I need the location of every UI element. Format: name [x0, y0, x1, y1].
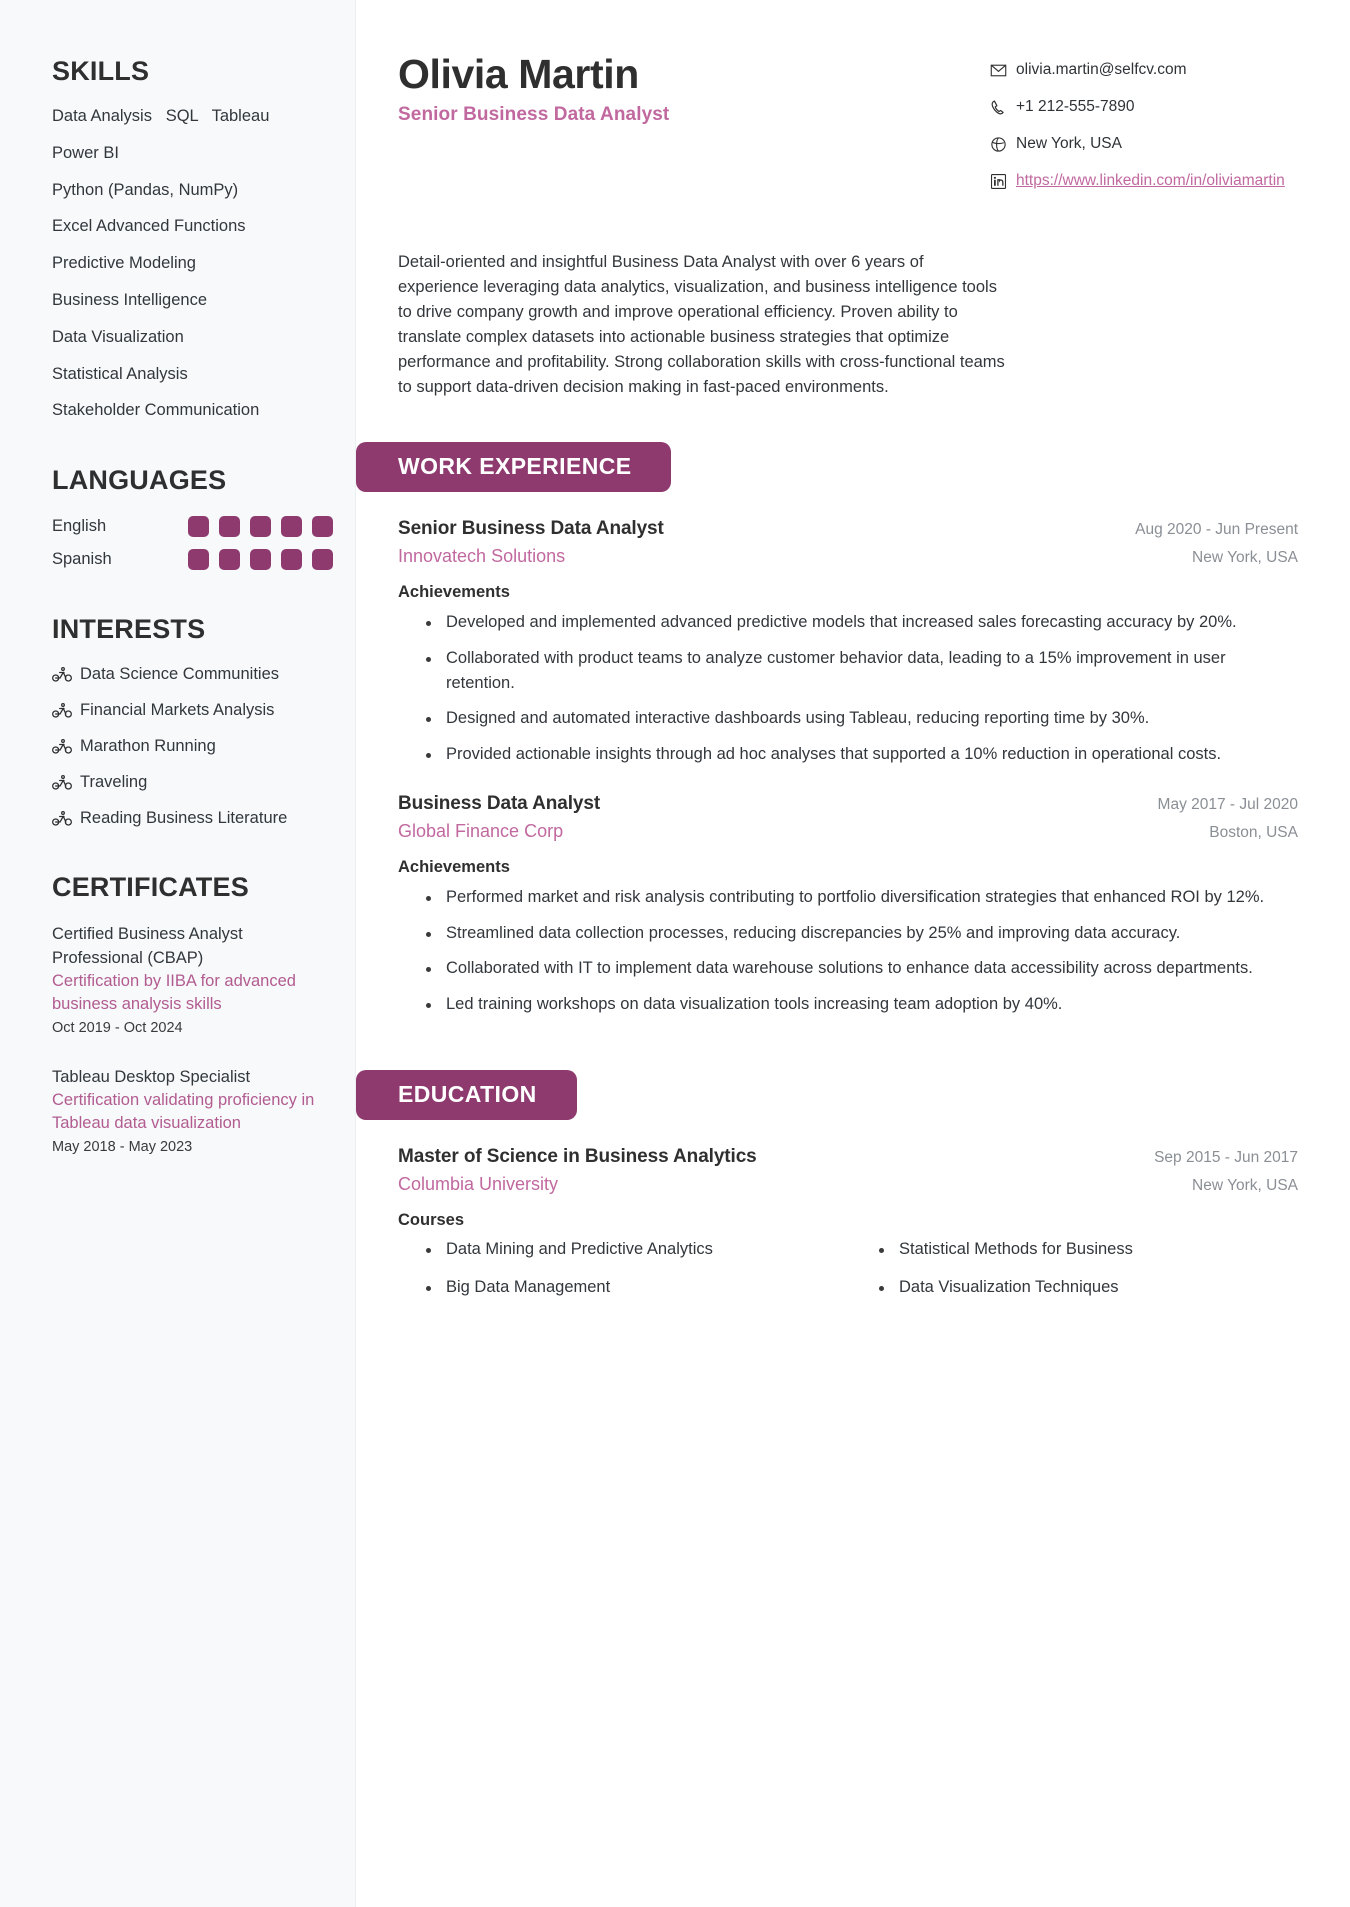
contact-text: +1 212-555-7890	[1016, 97, 1135, 115]
bicycle-icon	[52, 703, 72, 718]
skill-item: Data Visualization	[52, 327, 184, 346]
interest-label: Data Science Communities	[80, 665, 279, 684]
language-level-dot	[250, 549, 271, 570]
resume-header	[356, 52, 1298, 208]
skills-heading: SKILLS	[52, 56, 150, 86]
language-level-dot	[219, 516, 240, 537]
work-experience-heading: WORK EXPERIENCE	[356, 442, 671, 492]
work-company-name: Innovatech Solutions	[398, 546, 566, 567]
work-entry-identity	[398, 793, 600, 842]
interest-item	[52, 773, 333, 792]
profile-summary: Detail-oriented and insightful Business Data Analyst with over 6 years of experience leveraging data analytics, visualization, and business intelligence tools to drive company growth and improve operational efficiency. Proven ability to translate complex datasets into actionable business strategies that optimize performance and profitability. Strong collaboration skills with cross-functional teams to support data-driven decision making in fast-paced environments.	[398, 252, 1005, 397]
interest-item	[52, 701, 333, 720]
work-location: Boston, USA	[1209, 823, 1298, 841]
language-level-dot	[188, 549, 209, 570]
achievement-item: Provided actionable insights through ad hoc analyses that supported a 10% reduction in operational costs.	[424, 742, 1298, 767]
skill-item: Statistical Analysis	[52, 364, 188, 383]
globe-icon	[990, 134, 1007, 160]
language-name: English	[52, 517, 107, 536]
interest-label: Marathon Running	[80, 737, 216, 756]
skill-item: Data Analysis SQL Tableau	[52, 107, 270, 125]
work-experience-body	[356, 518, 1298, 1017]
work-entry-meta	[1158, 793, 1298, 842]
education-body	[356, 1146, 1298, 1300]
education-location: New York, USA	[1192, 1176, 1298, 1194]
language-level-dot	[219, 549, 240, 570]
certificate-date: Oct 2019 - Oct 2024	[52, 1019, 183, 1036]
certificate-name: Tableau Desktop Specialist	[52, 1067, 251, 1086]
language-level-meter	[188, 516, 333, 537]
work-entry-meta	[1135, 518, 1298, 567]
courses-label: Courses	[398, 1210, 465, 1229]
education-date-range: Sep 2015 - Jun 2017	[1154, 1148, 1298, 1166]
certificate-date: May 2018 - May 2023	[52, 1138, 193, 1155]
achievement-item: Streamlined data collection processes, reducing discrepancies by 25% and improving data accuracy.	[424, 921, 1298, 946]
achievement-item: Collaborated with IT to implement data warehouse solutions to enhance data accessibility across departments.	[424, 956, 1298, 981]
work-entry	[398, 793, 1298, 1017]
contact-text: olivia.martin@selfcv.com	[1016, 61, 1187, 78]
bicycle-icon	[52, 775, 72, 790]
achievement-item: Performed market and risk analysis contributing to portfolio diversification strategies that enhanced ROI by 12%.	[424, 885, 1298, 910]
work-entry	[398, 518, 1298, 767]
contact-row[interactable]	[990, 171, 1298, 197]
skill-item: Python (Pandas, NumPy)	[52, 180, 239, 199]
job-role-subtitle: Senior Business Data Analyst	[398, 103, 670, 125]
interests-list	[52, 665, 333, 828]
skill-item: Excel Advanced Functions	[52, 217, 246, 236]
education-entry-identity	[398, 1146, 757, 1195]
achievement-item: Led training workshops on data visualization tools increasing team adoption by 40%.	[424, 992, 1298, 1017]
certificate-name: Certified Business Analyst Professional (CBAP)	[52, 925, 243, 967]
work-date-range: May 2017 - Jul 2020	[1157, 795, 1298, 813]
certificate-item	[52, 1066, 333, 1159]
work-entry-header	[398, 793, 1298, 842]
education-heading: EDUCATION	[356, 1070, 577, 1120]
work-job-title: Senior Business Data Analyst	[398, 518, 664, 540]
interest-label: Reading Business Literature	[80, 809, 288, 828]
course-item: Statistical Methods for Business	[877, 1238, 1298, 1262]
contact-row	[990, 97, 1298, 123]
contact-link[interactable]: https://www.linkedin.com/in/oliviamartin	[1016, 171, 1285, 189]
work-entry-identity	[398, 518, 664, 567]
contact-row	[990, 134, 1298, 160]
language-level-dot	[312, 516, 333, 537]
skill-item: Predictive Modeling	[52, 254, 196, 273]
skill-item: Stakeholder Communication	[52, 401, 260, 420]
education-entry-header	[398, 1146, 1298, 1195]
certificate-description: Certification validating proficiency in Tableau data visualization	[52, 1091, 315, 1133]
achievements-list	[398, 610, 1298, 767]
bicycle-icon	[52, 739, 72, 754]
contact-row	[990, 60, 1298, 86]
certificate-item	[52, 923, 333, 1039]
education-degree-title: Master of Science in Business Analytics	[398, 1145, 757, 1167]
work-job-title: Business Data Analyst	[398, 792, 601, 814]
achievement-item: Collaborated with product teams to analyze customer behavior data, leading to a 15% improvement in user retention.	[424, 646, 1298, 696]
certificates-section	[52, 872, 333, 1158]
interests-section	[52, 614, 333, 828]
certificate-description: Certification by IIBA for advanced business analysis skills	[52, 972, 296, 1014]
work-location: New York, USA	[1192, 549, 1298, 567]
certificates-list	[52, 923, 333, 1158]
sidebar	[0, 0, 356, 1907]
language-level-meter	[188, 549, 333, 570]
course-item: Data Visualization Techniques	[877, 1276, 1298, 1300]
achievement-item: Designed and automated interactive dashboards using Tableau, reducing reporting time by 30%.	[424, 706, 1298, 731]
language-level-dot	[312, 549, 333, 570]
education-entry	[398, 1146, 1298, 1300]
language-level-dot	[281, 516, 302, 537]
work-entry-header	[398, 518, 1298, 567]
course-item: Data Mining and Predictive Analytics	[424, 1238, 845, 1262]
interest-label: Financial Markets Analysis	[80, 701, 275, 720]
language-level-dot	[188, 516, 209, 537]
courses-list	[398, 1238, 1298, 1300]
course-item: Big Data Management	[424, 1276, 845, 1300]
work-company-name: Global Finance Corp	[398, 820, 564, 841]
language-row	[52, 516, 333, 537]
work-date-range: Aug 2020 - Jun Present	[1135, 521, 1298, 539]
interests-heading: INTERESTS	[52, 614, 206, 645]
achievements-label: Achievements	[398, 857, 510, 876]
interest-label: Traveling	[80, 773, 148, 792]
linkedin-icon	[990, 171, 1007, 197]
phone-icon	[990, 97, 1007, 123]
skill-item: Business Intelligence	[52, 290, 208, 309]
interest-item	[52, 665, 333, 684]
skills-list	[52, 107, 333, 421]
bicycle-icon	[52, 667, 72, 682]
achievement-item: Developed and implemented advanced predictive models that increased sales forecasting accuracy by 20%.	[424, 610, 1298, 635]
certificates-heading: CERTIFICATES	[52, 872, 249, 903]
languages-heading: LANGUAGES	[52, 465, 227, 496]
skill-item: Power BI	[52, 143, 119, 162]
contact-list	[990, 52, 1298, 208]
bicycle-icon	[52, 811, 72, 826]
achievements-list	[398, 885, 1298, 1017]
main-column	[356, 0, 1350, 1907]
language-name: Spanish	[52, 550, 112, 569]
contact-text: New York, USA	[1016, 134, 1122, 152]
language-row	[52, 549, 333, 570]
interest-item	[52, 809, 333, 828]
languages-section	[52, 465, 333, 570]
education-school-name: Columbia University	[398, 1173, 559, 1194]
skills-section	[52, 56, 333, 421]
identity-block	[398, 52, 669, 126]
envelope-icon	[990, 60, 1007, 86]
languages-list	[52, 516, 333, 570]
achievements-label: Achievements	[398, 583, 510, 602]
education-entry-meta	[1154, 1146, 1298, 1195]
language-level-dot	[281, 549, 302, 570]
language-level-dot	[250, 516, 271, 537]
interest-item	[52, 737, 333, 756]
page-title: Olivia Martin	[398, 51, 639, 97]
